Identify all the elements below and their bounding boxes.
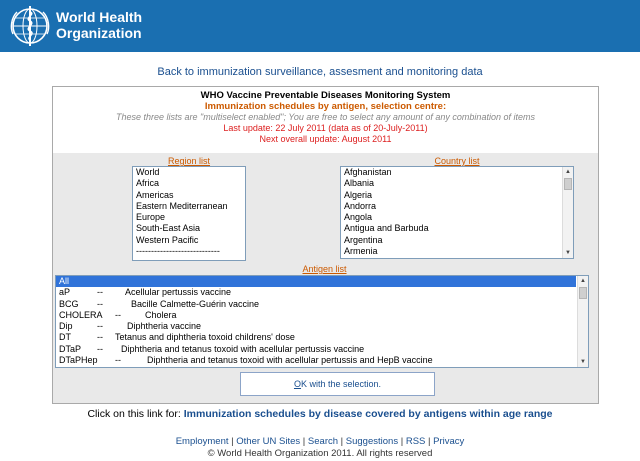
antigen-code: aP xyxy=(59,287,71,298)
antigen-name: Diphtheria and tetanus toxoid with acellular pertussis vaccine xyxy=(121,343,365,354)
antigen-separator: -- xyxy=(97,332,103,343)
antigen-code: DTaP xyxy=(59,343,82,354)
system-title: WHO Vaccine Preventable Diseases Monitoring System xyxy=(200,90,451,101)
footer-link-search[interactable]: Search xyxy=(307,436,339,447)
panel-header xyxy=(53,87,598,153)
country-scrollbar[interactable] xyxy=(562,167,573,258)
ok-accelerator-key: O xyxy=(293,379,301,389)
schedules-by-disease-link[interactable]: Immunization schedules by disease covered by antigens within age range xyxy=(183,408,553,420)
antigen-scrollbar[interactable] xyxy=(577,276,588,367)
list-item[interactable] xyxy=(56,332,588,343)
list-item-selected[interactable] xyxy=(56,276,576,287)
footer xyxy=(0,436,640,460)
country-listbox[interactable] xyxy=(340,166,574,259)
list-item[interactable] xyxy=(56,355,588,366)
scroll-thumb[interactable] xyxy=(579,287,587,299)
next-update-text: Next overall update: August 2011 xyxy=(259,134,392,144)
last-update-text: Last update: 22 July 2011 (data as of 20-July-2011) xyxy=(223,123,428,133)
antigen-separator: -- xyxy=(115,355,121,366)
ok-button-label: K with the selection. xyxy=(300,379,382,389)
list-item[interactable] xyxy=(56,287,588,298)
antigen-name: Diphtheria and tetanus toxoid with acellular pertussis and HepB vaccine xyxy=(147,355,433,366)
who-logo-text[interactable] xyxy=(56,9,142,41)
footer-separator: | xyxy=(425,436,434,447)
antigen-separator: -- xyxy=(115,309,121,320)
footer-separator: | xyxy=(338,436,346,447)
antigen-name: Cholera xyxy=(145,309,177,320)
list-item[interactable]: World xyxy=(136,167,160,177)
list-item[interactable] xyxy=(56,299,588,310)
antigen-listbox[interactable] xyxy=(55,275,589,368)
list-item[interactable] xyxy=(56,321,588,332)
footer-separator: | xyxy=(398,436,406,447)
footer-separator: | xyxy=(228,436,237,447)
antigen-name: Acellular pertussis vaccine xyxy=(125,287,232,298)
copyright-text: © World Health Organization 2011. All rights reserved xyxy=(207,448,433,459)
list-item[interactable]: Africa xyxy=(136,178,160,189)
who-header-banner xyxy=(0,0,640,52)
antigen-code: DTaPHep xyxy=(59,355,98,366)
disease-link-prefix: Click on this link for: xyxy=(87,408,181,420)
list-item[interactable] xyxy=(56,344,588,355)
footer-link-employment[interactable]: Employment xyxy=(175,436,229,447)
scroll-up-arrow-icon[interactable]: ▲ xyxy=(580,278,586,284)
footer-link-privacy[interactable]: Privacy xyxy=(433,436,465,447)
list-item[interactable]: Armenia xyxy=(344,246,378,257)
footer-links xyxy=(0,436,640,448)
list-item[interactable]: Argentina xyxy=(344,234,383,245)
list-item[interactable]: Eastern Mediterranean xyxy=(136,200,228,211)
antigen-name: Diphtheria vaccine xyxy=(127,321,202,332)
scroll-down-arrow-icon[interactable]: ▼ xyxy=(580,359,586,365)
list-item[interactable]: Americas xyxy=(136,189,174,200)
antigen-list-label: Antigen list xyxy=(302,264,347,274)
list-item[interactable]: ---------------------------- xyxy=(136,246,220,257)
list-item[interactable]: Western Pacific xyxy=(136,234,199,245)
who-emblem-icon[interactable] xyxy=(8,4,52,48)
scroll-down-arrow-icon[interactable]: ▼ xyxy=(565,250,571,256)
antigen-name: Tetanus and diphtheria toxoid childrens' dose xyxy=(115,332,295,343)
antigen-separator: -- xyxy=(97,343,103,354)
antigen-separator: -- xyxy=(97,298,103,309)
list-item[interactable] xyxy=(56,310,588,321)
antigen-all-label: All xyxy=(59,276,70,286)
antigen-code: DT xyxy=(59,332,71,343)
antigen-code: Dip xyxy=(59,321,73,332)
list-item[interactable]: Europe xyxy=(136,212,166,223)
list-item[interactable]: Albania xyxy=(344,178,375,189)
logo-line-1: World Health xyxy=(56,9,143,25)
list-item[interactable]: Andorra xyxy=(344,200,377,211)
list-item[interactable]: Algeria xyxy=(344,189,373,200)
antigen-name: Bacille Calmette-Guérin vaccine xyxy=(131,298,260,309)
region-listbox[interactable] xyxy=(132,166,246,261)
region-list-label: Region list xyxy=(167,156,211,166)
antigen-separator: -- xyxy=(97,287,103,298)
selection-subtitle: Immunization schedules by antigen, selection centre: xyxy=(204,101,447,112)
selection-panel xyxy=(52,86,599,404)
antigen-code: BCG xyxy=(59,298,79,309)
list-item[interactable]: Afghanistan xyxy=(344,167,392,177)
footer-link-suggestions[interactable]: Suggestions xyxy=(345,436,399,447)
footer-separator: | xyxy=(300,436,308,447)
scroll-thumb[interactable] xyxy=(564,178,572,190)
antigen-separator: -- xyxy=(97,321,103,332)
list-item[interactable]: Angola xyxy=(344,212,373,223)
ok-selection-button[interactable] xyxy=(240,372,435,396)
back-to-surveillance-link[interactable]: Back to immunization surveillance, assesment and monitoring data xyxy=(157,66,483,78)
footer-link-other-un-sites[interactable]: Other UN Sites xyxy=(236,436,301,447)
footer-link-rss[interactable]: RSS xyxy=(405,436,426,447)
scroll-up-arrow-icon[interactable]: ▲ xyxy=(565,169,571,175)
logo-line-2: Organization xyxy=(56,25,142,41)
multiselect-note: These three lists are "multiselect enabled"; You are free to select any amount of any combination of items xyxy=(116,112,535,122)
antigen-code: CHOLERA xyxy=(59,309,103,320)
list-item[interactable]: Antigua and Barbuda xyxy=(344,223,429,234)
country-list-label: Country list xyxy=(434,156,480,166)
disease-link-line xyxy=(0,408,640,420)
list-item[interactable]: South-East Asia xyxy=(136,223,201,234)
